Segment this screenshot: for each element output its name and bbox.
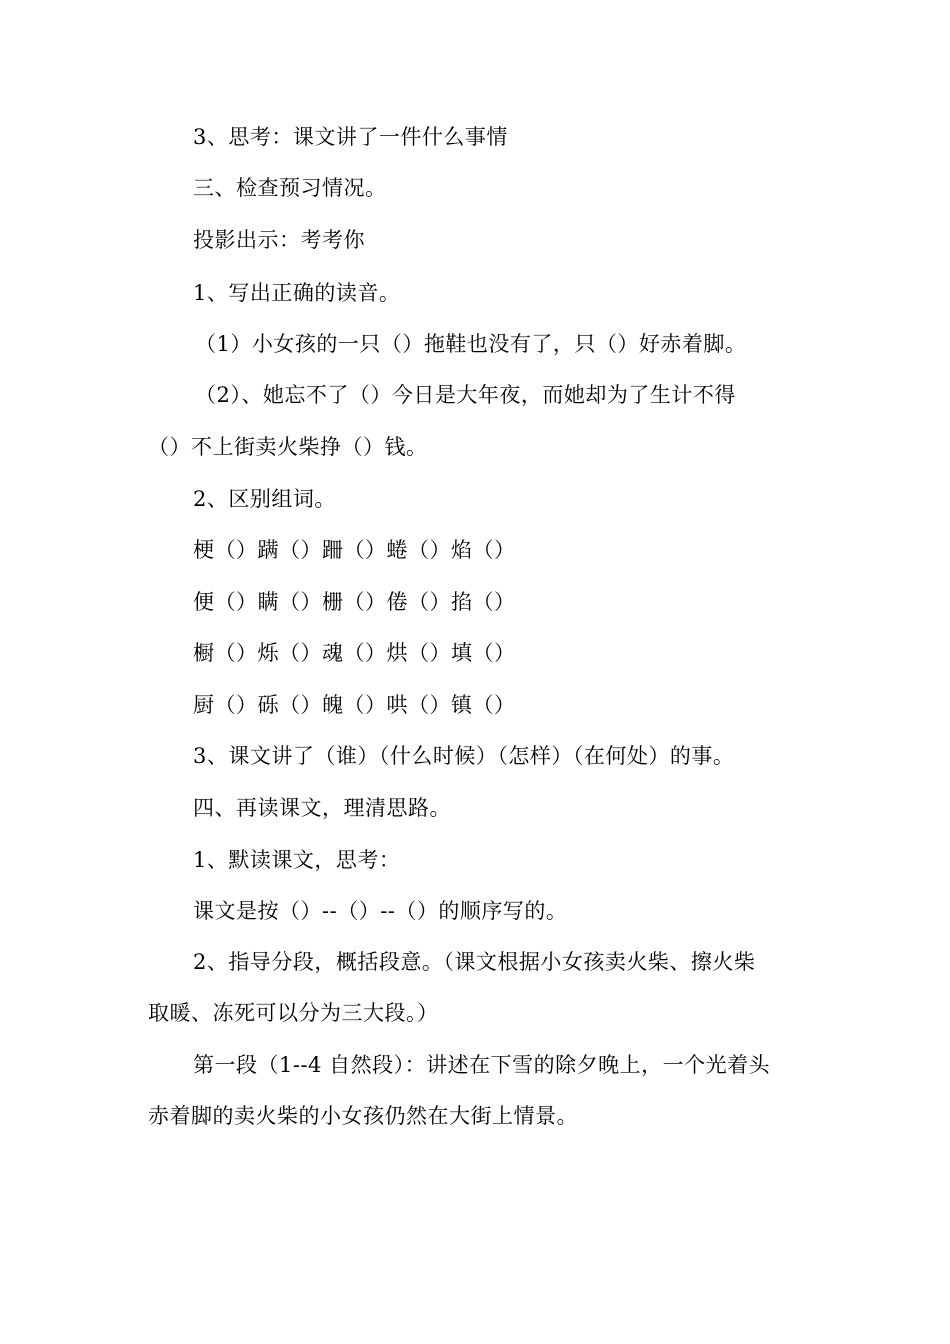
text-line: 3、思考：课文讲了一件什么事情 [193, 125, 508, 149]
text-line: 第一段（1--4 自然段）：讲述在下雪的除夕晚上，一个光着头 [193, 1053, 771, 1077]
text-line: 投影出示：考考你 [193, 228, 365, 252]
text-line: 2、指导分段，概括段意。（课文根据小女孩卖火柴、擦火柴 [193, 950, 756, 974]
text-line: 课文是按（）--（）--（）的顺序写的。 [193, 899, 568, 923]
word-group-row: 梗（）蹒（）跚（）蜷（）焰（） [193, 538, 516, 562]
word-group-row: 便（）瞒（）栅（）倦（）掐（） [193, 590, 516, 614]
text-line: 1、写出正确的读音。 [193, 281, 401, 305]
word-group-row: 厨（）砾（）魄（）哄（）镇（） [193, 693, 516, 717]
text-line: 3、课文讲了（谁）（什么时候）（怎样）（在何处）的事。 [193, 744, 735, 768]
text-line: 2、区别组词。 [193, 487, 336, 511]
text-line: 1、默读课文，思考： [193, 848, 401, 872]
text-line: （）不上街卖火柴挣（）钱。 [148, 435, 428, 459]
text-line: 取暖、冻死可以分为三大段。） [148, 1001, 439, 1025]
section-heading: 四、再读课文，理清思路。 [193, 796, 451, 820]
section-heading: 三、检查预习情况。 [193, 176, 387, 200]
text-line: （1）小女孩的一只（）拖鞋也没有了，只（）好赤着脚。 [195, 332, 747, 356]
text-line: （2）、她忘不了（）今日是大年夜，而她却为了生计不得 [195, 383, 736, 407]
word-group-row: 橱（）烁（）魂（）烘（）填（） [193, 641, 516, 665]
text-line: 赤着脚的卖火柴的小女孩仍然在大街上情景。 [148, 1104, 578, 1128]
